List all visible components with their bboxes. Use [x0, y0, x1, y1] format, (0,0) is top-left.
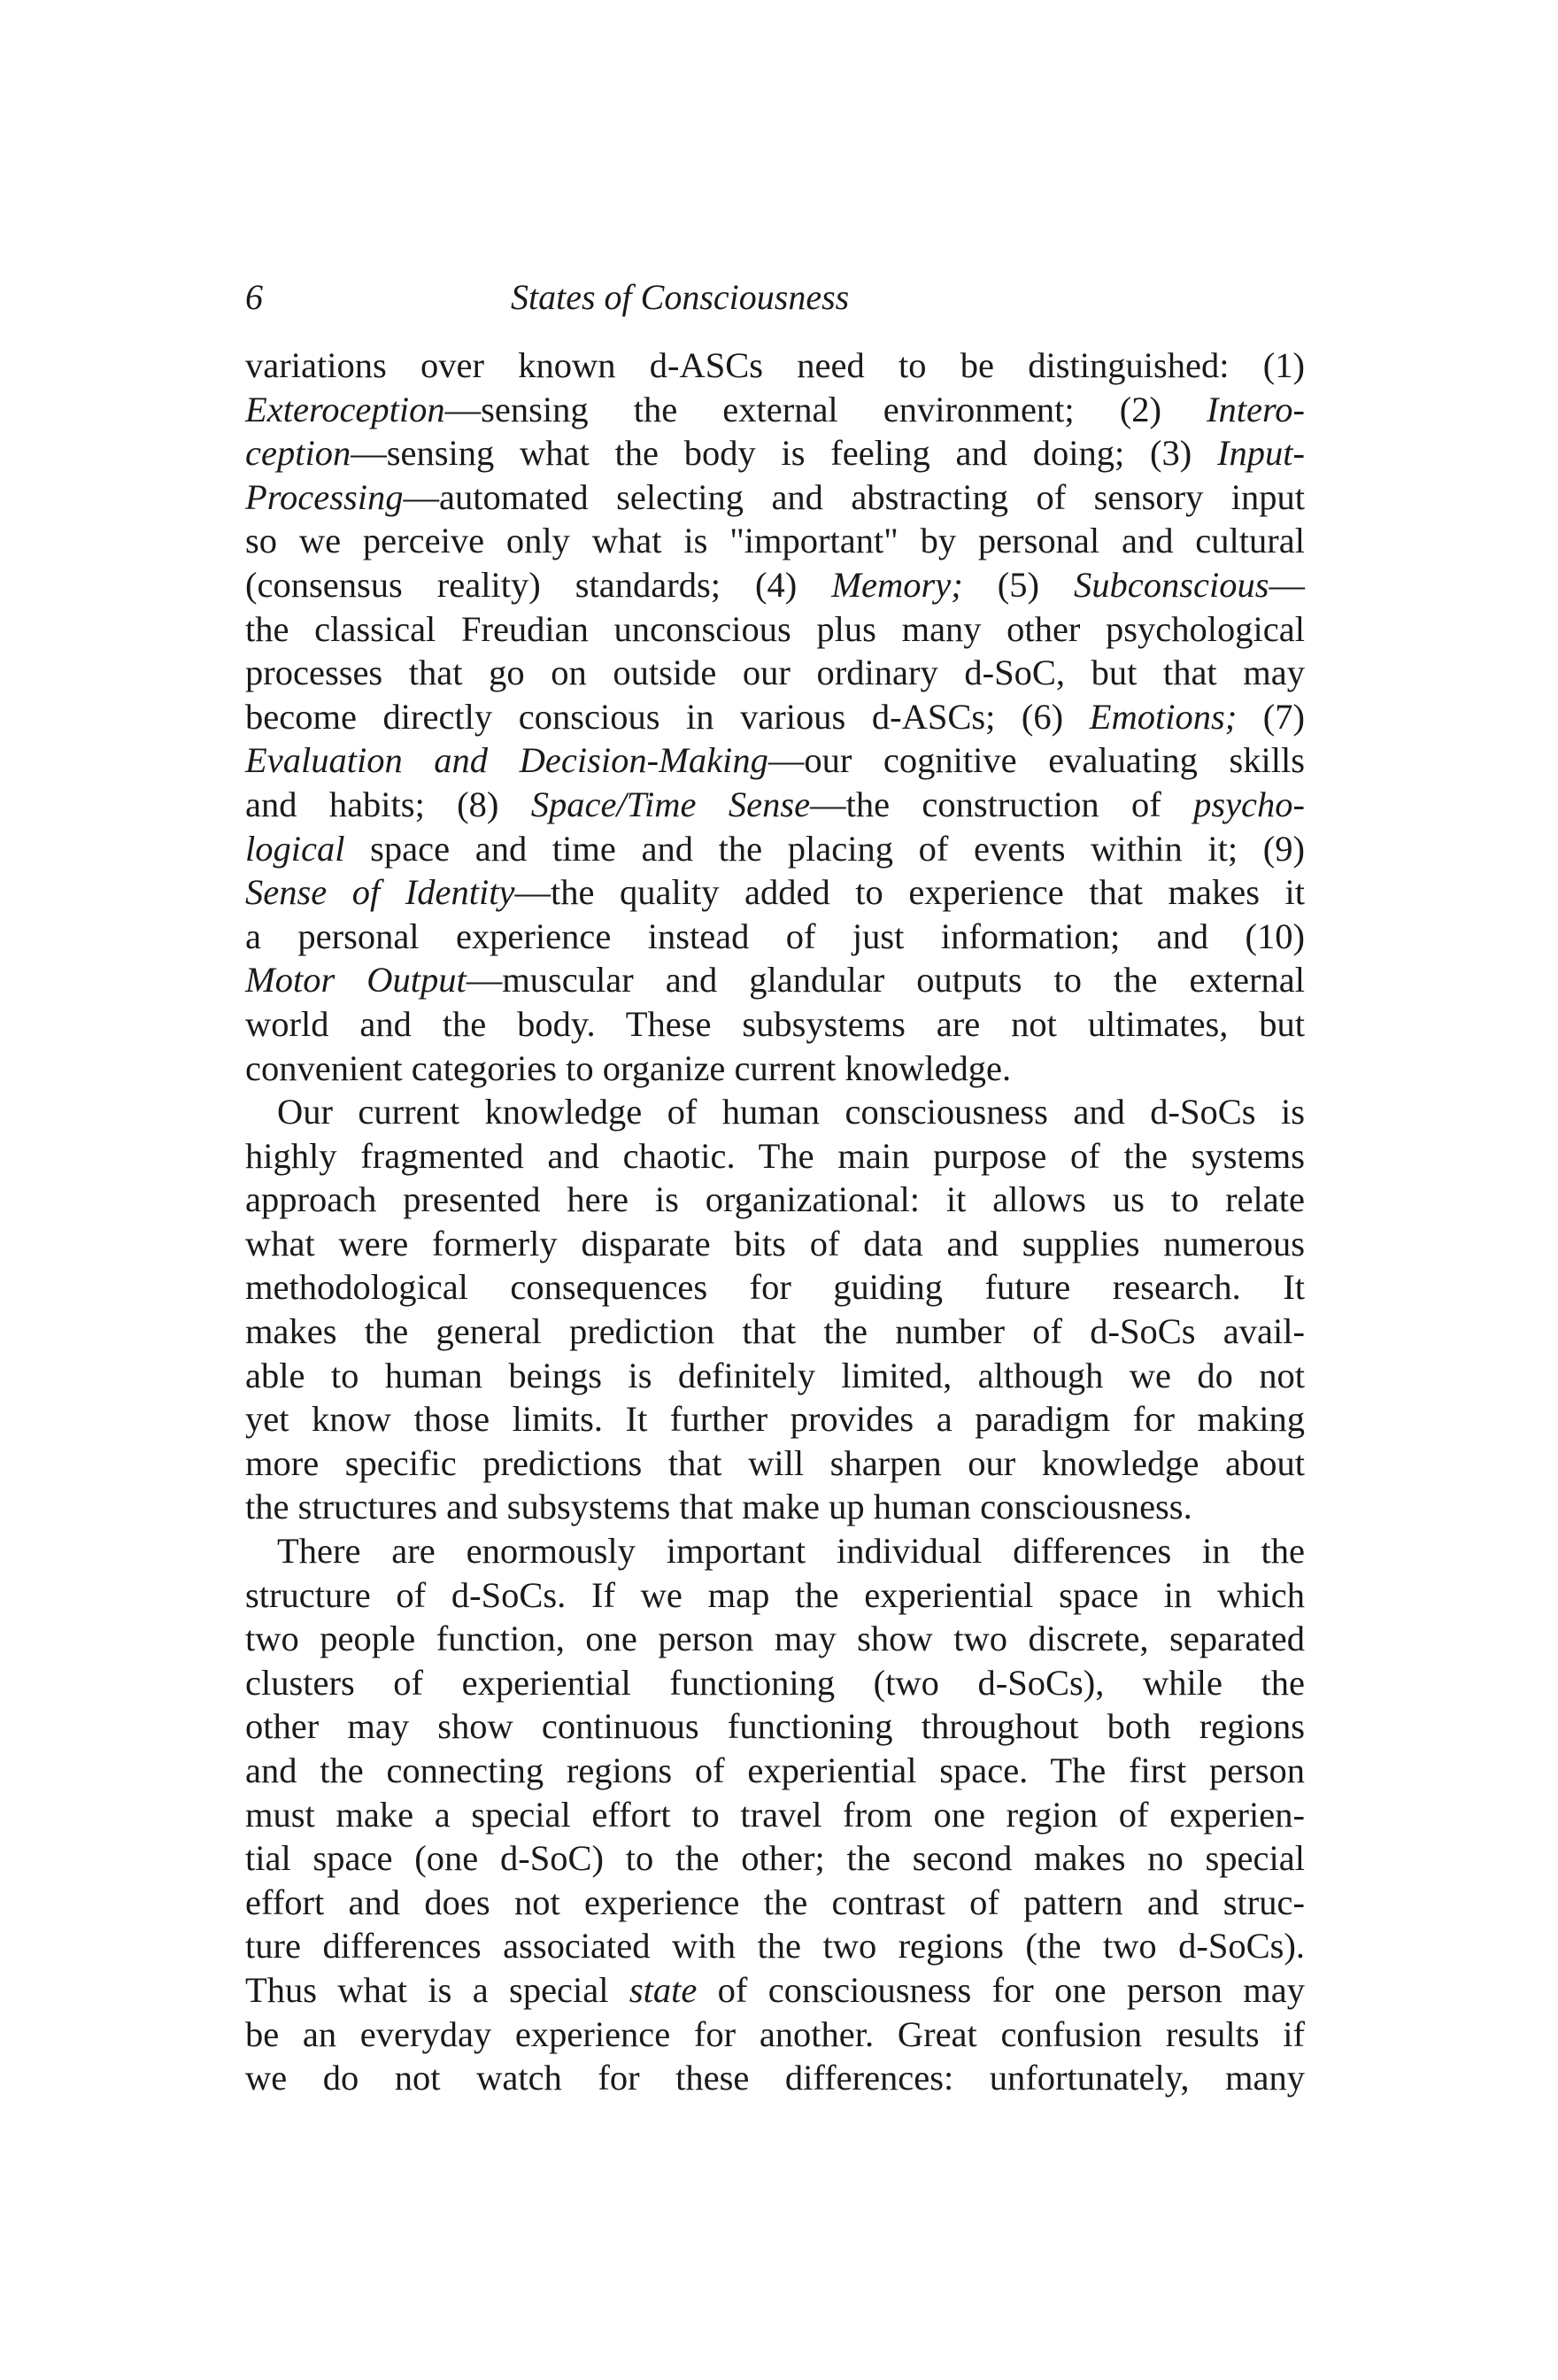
text-line	[245, 783, 1305, 827]
text-line	[245, 563, 1305, 607]
text-line	[245, 1968, 1305, 2013]
line-segment: (5)	[962, 564, 1075, 605]
italic-term: ception	[245, 433, 351, 474]
text-line: clusters of experiential functioning (two d-SoCs), while the	[245, 1662, 1305, 1703]
text-line: able to human beings is definitely limited, although we do not	[245, 1355, 1305, 1395]
line-segment: of consciousness for one person may	[697, 1969, 1305, 2010]
line-segment: —sensing what the body is feeling and doing; (3)	[351, 433, 1218, 474]
line-segment: —muscular and glandular outputs to the external	[466, 960, 1305, 1001]
line-segment: —sensing the external environment; (2)	[444, 389, 1207, 429]
line-segment: —automated selecting and abstracting of sensory input	[403, 476, 1305, 517]
text-line: world and the body. These subsystems are not ultimates, but	[245, 1003, 1305, 1044]
text-line: yet know those limits. It further provides a paradigm for making	[245, 1399, 1305, 1440]
italic-term: state	[629, 1969, 698, 2010]
text-line	[245, 870, 1305, 915]
italic-term: Input-	[1217, 433, 1305, 474]
line-segment: become directly conscious in various d-ASCs; (6)	[245, 696, 1090, 737]
line-segment: and habits; (8)	[245, 784, 531, 824]
text-line	[245, 738, 1305, 783]
line-segment: —the quality added to experience that makes it	[514, 872, 1305, 913]
italic-term: Motor Output	[245, 960, 467, 1001]
text-line: be an everyday experience for another. Great confusion results if	[245, 2013, 1305, 2054]
line-segment: (consensus reality) standards; (4)	[245, 564, 832, 605]
text-line: approach presented here is organizational: it allows us to relate	[245, 1179, 1305, 1220]
text-line	[245, 695, 1305, 739]
line-segment: —the construction of	[810, 784, 1194, 824]
text-line	[245, 827, 1305, 871]
italic-term: Subconscious	[1074, 564, 1269, 605]
text-line: There are enormously important individual differences in the	[277, 1531, 1305, 1572]
line-segment: —our cognitive evaluating skills	[767, 740, 1305, 781]
page-number: 6	[245, 277, 263, 317]
text-line	[245, 958, 1305, 1002]
text-line: more specific predictions that will sharpen our knowledge about	[245, 1442, 1305, 1483]
text-line: tial space (one d-SoC) to the other; the second makes no special	[245, 1838, 1305, 1879]
line-segment: space and time and the placing of events within it; (9)	[344, 828, 1305, 869]
running-head	[245, 271, 1307, 324]
line-segment: —	[1269, 564, 1305, 605]
text-line: processes that go on outside our ordinary d-SoC, but that may	[245, 653, 1305, 693]
text-line: makes the general prediction that the number of d-SoCs avail-	[245, 1311, 1305, 1352]
running-title: States of Consciousness	[511, 277, 850, 317]
line-segment: Thus what is a special	[245, 1969, 629, 2010]
text-line: a personal experience instead of just information; and (10)	[245, 916, 1305, 956]
text-line: methodological consequences for guiding future research. It	[245, 1267, 1305, 1308]
text-line: Our current knowledge of human consciousness and d-SoCs is	[277, 1092, 1305, 1132]
line-segment: (7)	[1237, 696, 1305, 737]
italic-term: Emotions;	[1089, 696, 1238, 737]
text-line: structure of d-SoCs. If we map the experiential space in which	[245, 1574, 1305, 1615]
text-line: two people function, one person may show two discrete, separated	[245, 1619, 1305, 1659]
body-text	[245, 344, 1305, 2100]
italic-term: Exteroception	[245, 389, 445, 429]
text-line: we do not watch for these differences: unfortunately, many	[245, 2058, 1305, 2098]
text-line: what were formerly disparate bits of data and supplies numerous	[245, 1223, 1305, 1263]
italic-term: psycho-	[1193, 784, 1306, 824]
text-line: convenient categories to organize current knowledge.	[245, 1047, 1012, 1088]
italic-term: Processing	[245, 476, 404, 517]
text-line: highly fragmented and chaotic. The main purpose of the systems	[245, 1135, 1305, 1176]
text-line	[245, 475, 1305, 520]
italic-term: Evaluation and Decision-Making	[245, 740, 768, 781]
text-line: so we perceive only what is "important" by personal and cultural	[245, 521, 1305, 561]
italic-term: Space/Time Sense	[530, 784, 811, 824]
text-line: must make a special effort to travel from one region of experien-	[245, 1794, 1305, 1835]
text-line: ture differences associated with the two regions (the two d-SoCs).	[245, 1926, 1305, 1967]
text-line: and the connecting regions of experiential space. The first person	[245, 1750, 1305, 1790]
text-line: effort and does not experience the contrast of pattern and struc-	[245, 1882, 1305, 1922]
text-line: other may show continuous functioning throughout both regions	[245, 1706, 1305, 1747]
italic-term: Memory;	[831, 564, 963, 605]
text-line	[245, 431, 1305, 475]
text-line: the structures and subsystems that make up human consciousness.	[245, 1487, 1192, 1527]
text-line: variations over known d-ASCs need to be distinguished: (1)	[245, 345, 1305, 385]
text-line: the classical Freudian unconscious plus many other psychological	[245, 608, 1305, 649]
italic-term: logical	[245, 828, 345, 869]
italic-term: Sense of Identity	[245, 872, 515, 913]
italic-term: Intero-	[1207, 389, 1305, 429]
text-line	[245, 388, 1305, 432]
